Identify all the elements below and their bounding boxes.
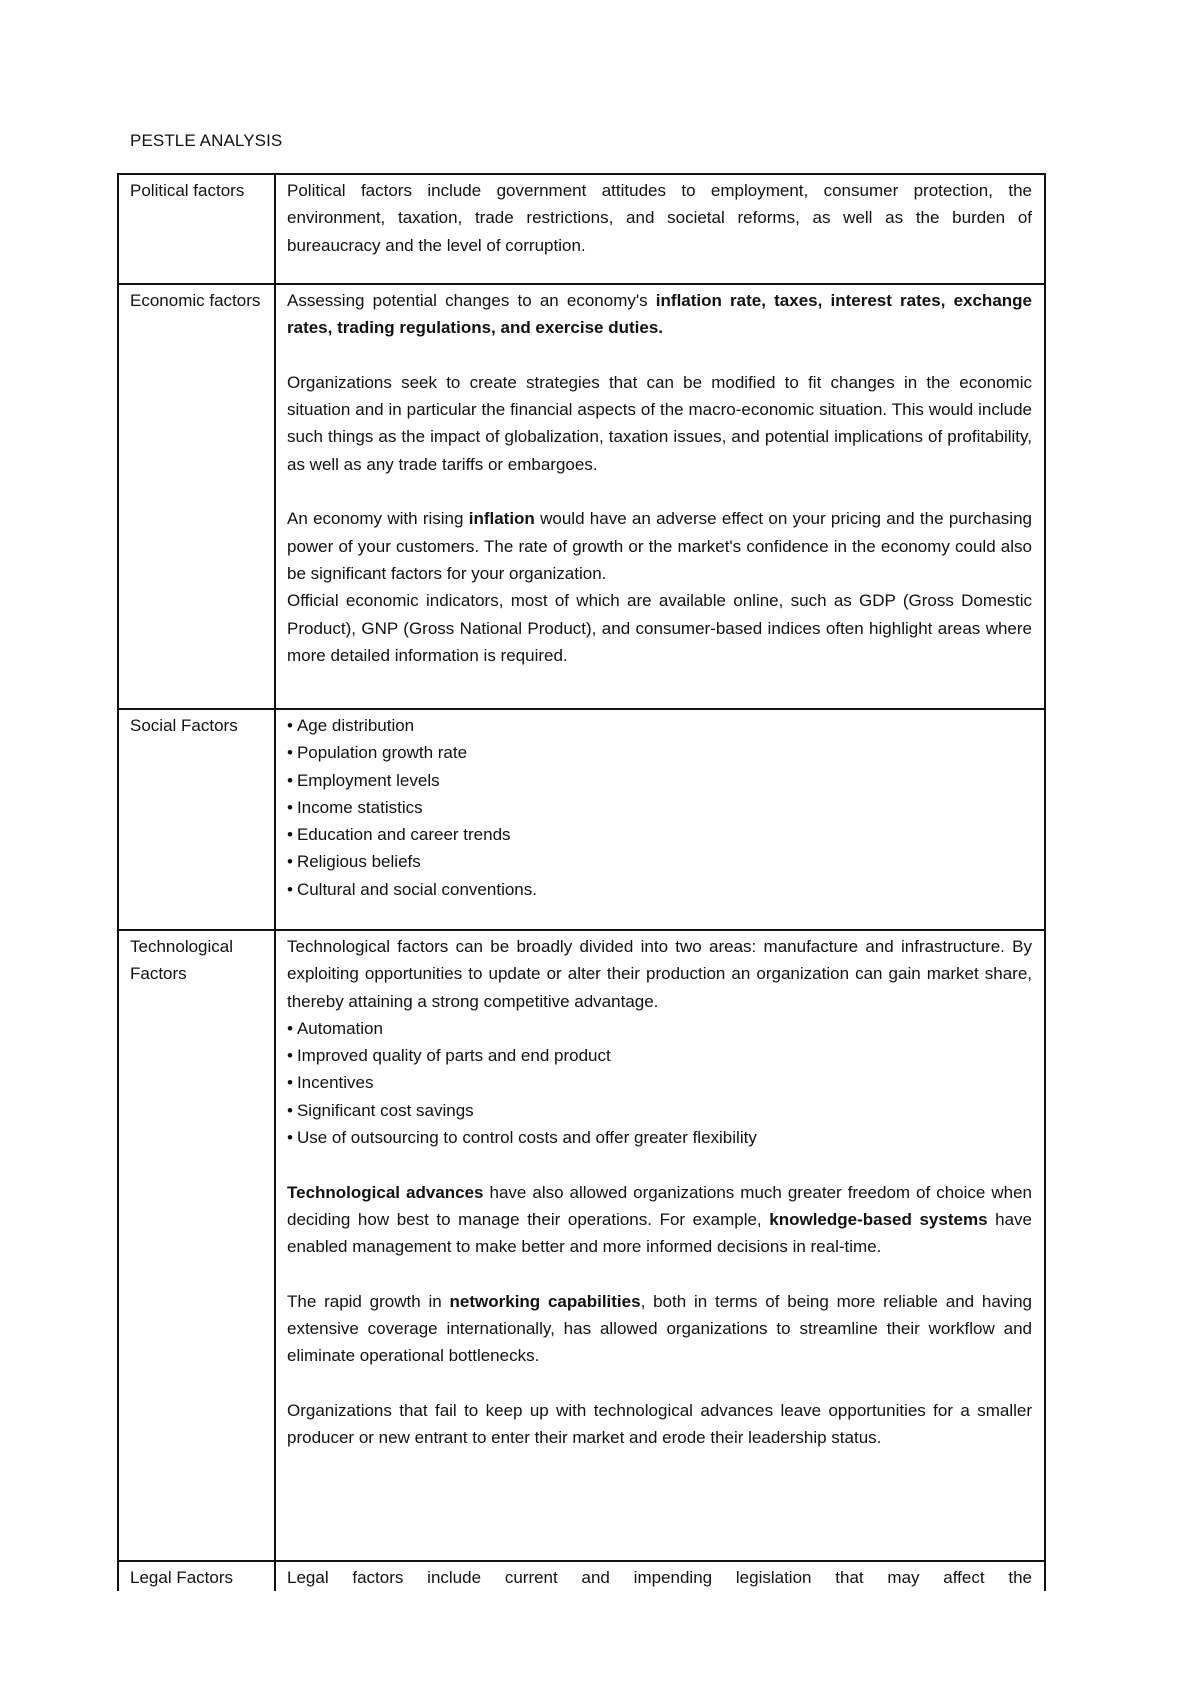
economic-paragraph-3 <box>287 505 1032 587</box>
technological-paragraph-1: Technological factors can be broadly divided into two areas: manufacture and infrastructure. By exploiting opportunities to update or alter their production an organization can gain market share, thereby attaining a strong competitive advantage. <box>287 937 1032 1011</box>
economic-label: Economic factors <box>118 284 275 709</box>
list-item: • Religious beliefs <box>287 848 1032 875</box>
political-text: Political factors include government attitudes to employment, consumer protection, the environment, taxation, trade restrictions, and societal reforms, as well as the burden of bureaucracy and the level of corruption. <box>287 181 1032 255</box>
economic-paragraph-4: Official economic indicators, most of which are available online, such as GDP (Gross Domestic Product), GNP (Gross National Product), and consumer-based indices often highlight areas where more detailed information is required. <box>287 591 1032 665</box>
economic-p3-bold: inflation <box>468 509 535 529</box>
economic-p3-text-a: An economy with rising <box>287 509 469 529</box>
technological-description <box>275 930 1045 1561</box>
table-row-political <box>118 174 1045 284</box>
technological-p2-text-d: have enabled management to make better and more informed decisions in real-time. <box>287 1209 1033 1257</box>
political-description <box>275 174 1045 284</box>
table-row-technological <box>118 930 1045 1561</box>
technological-p3-text-a: The rapid growth in <box>287 1291 450 1311</box>
technological-p3-bold: networking capabilities <box>449 1291 641 1311</box>
table-row-legal <box>118 1561 1045 1591</box>
document-title: PESTLE ANALYSIS <box>130 131 283 150</box>
technological-paragraph-3 <box>287 1288 1032 1370</box>
list-item: • Improved quality of parts and end product <box>287 1042 1032 1069</box>
list-item: • Use of outsourcing to control costs and offer greater flexibility <box>287 1124 1032 1151</box>
technological-paragraph-4: Organizations that fail to keep up with technological advances leave opportunities for a smaller producer or new entrant to enter their market and erode their leadership status. <box>287 1401 1032 1448</box>
list-item: • Employment levels <box>287 767 1032 794</box>
technological-label: Technological Factors <box>118 930 275 1561</box>
economic-p1-text: Assessing potential changes to an economy's <box>287 291 656 310</box>
list-item: • Population growth rate <box>287 739 1032 766</box>
technological-p2-bold-c: knowledge-based systems <box>769 1209 988 1229</box>
table-row-social <box>118 709 1045 930</box>
technological-p3-text-c: , both in terms of being more reliable and having extensive coverage internationally, has allowed organizations to streamline their workflow and eliminate operational bottlenecks. <box>287 1291 1032 1366</box>
list-item: • Income statistics <box>287 794 1032 821</box>
technological-p2-bold-a: Technological advances <box>287 1182 484 1202</box>
list-item: • Age distribution <box>287 712 1032 739</box>
table-row-economic <box>118 284 1045 709</box>
legal-text: Legal factors include current and impending legislation that may affect the <box>287 1568 1032 1587</box>
list-item: • Cultural and social conventions. <box>287 876 1032 903</box>
political-label: Political factors <box>118 174 275 284</box>
economic-description <box>275 284 1045 709</box>
list-item: • Incentives <box>287 1069 1032 1096</box>
legal-label: Legal Factors <box>118 1561 275 1591</box>
technological-bullet-list <box>287 1015 1032 1151</box>
list-item: • Significant cost savings <box>287 1097 1032 1124</box>
social-label: Social Factors <box>118 709 275 930</box>
technological-p2-text-b: have also allowed organizations much greater freedom of choice when deciding how best to manage their operations. For example, <box>287 1182 1032 1229</box>
economic-paragraph-1 <box>287 287 1032 342</box>
social-description <box>275 709 1045 930</box>
pestle-table <box>117 173 1046 1591</box>
social-bullet-list <box>287 712 1032 903</box>
technological-paragraph-2 <box>287 1179 1032 1261</box>
list-item: • Education and career trends <box>287 821 1032 848</box>
economic-paragraph-2: Organizations seek to create strategies that can be modified to fit changes in the economic situation and in particular the financial aspects of the macro-economic situation. This would include such things as the impact of globalization, taxation issues, and potential implications of profitability, as well as any trade tariffs or embargoes. <box>287 372 1032 474</box>
legal-description <box>275 1561 1045 1591</box>
economic-p3-text-c: would have an adverse effect on your pricing and the purchasing power of your customers. The rate of growth or the market's confidence in the economy could also be significant factors for your organization. <box>287 509 1032 583</box>
list-item: • Automation <box>287 1015 1032 1042</box>
economic-p1-bold: inflation rate, taxes, interest rates, exchange rates, trading regulations, and exercise duties. <box>287 291 1032 338</box>
